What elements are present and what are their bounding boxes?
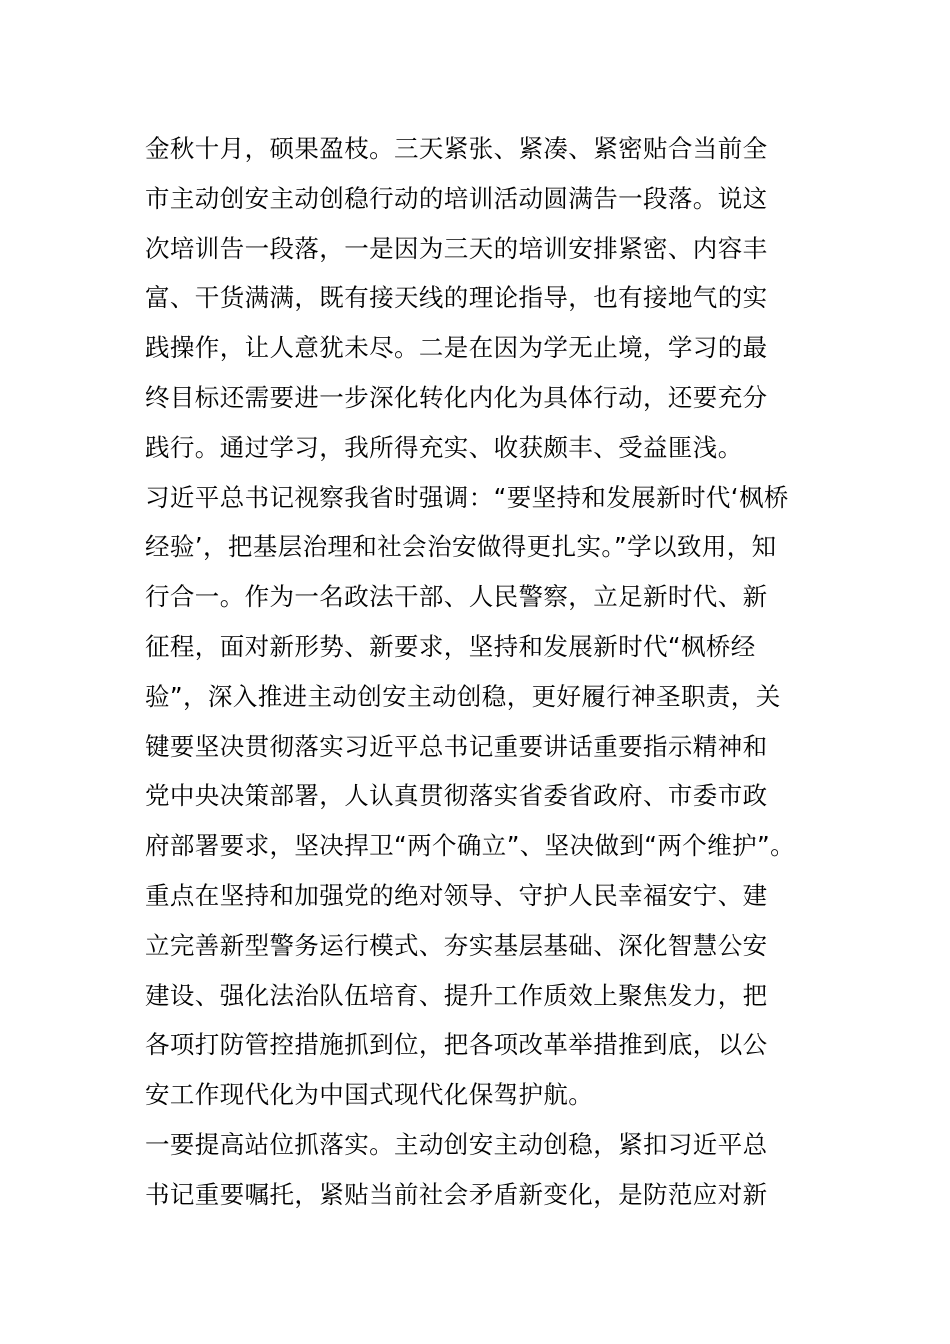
- text-line-21: 一要提高站位抓落实。主动创安主动创稳，紧扣习近平总: [145, 1129, 768, 1159]
- text-line-6: 终目标还需要进一步深化转化内化为具体行动，还要充分: [145, 382, 768, 412]
- text-line-17: 立完善新型警务运行模式、夯实基层基础、深化智慧公安: [145, 930, 768, 960]
- text-line-11: 征程，面对新形势、新要求，坚持和发展新时代“枫桥经: [145, 631, 756, 661]
- text-line-7: 践行。通过学习，我所得充实、收获颇丰、受益匪浅。: [145, 432, 743, 462]
- text-line-4: 富、干货满满，既有接天线的理论指导，也有接地气的实: [145, 283, 768, 313]
- text-line-1: 金秋十月，硕果盈枝。三天紧张、紧凑、紧密贴合当前全: [145, 134, 768, 163]
- text-line-19: 各项打防管控措施抓到位，把各项改革举措推到底，以公: [145, 1030, 768, 1060]
- text-line-22: 书记重要嘱托，紧贴当前社会矛盾新变化，是防范应对新: [145, 1179, 768, 1209]
- text-line-16: 重点在坚持和加强党的绝对领导、守护人民幸福安宁、建: [145, 880, 768, 910]
- text-line-9: 经验’，把基层治理和社会治安做得更扎实。”学以致用，知: [145, 532, 777, 562]
- text-line-5: 践操作，让人意犹未尽。二是在因为学无止境，学习的最: [145, 333, 768, 363]
- text-line-20: 安工作现代化为中国式现代化保驾护航。: [145, 1080, 594, 1110]
- document-body: [145, 124, 810, 1220]
- text-line-10: 行合一。作为一名政法干部、人民警察，立足新时代、新: [145, 582, 768, 612]
- text-line-13: 键要坚决贯彻落实习近平总书记重要讲话重要指示精神和: [145, 731, 768, 761]
- text-line-3: 次培训告一段落，一是因为三天的培训安排紧密、内容丰: [145, 233, 768, 263]
- text-line-12: 验”，深入推进主动创安主动创稳，更好履行神圣职责，关: [145, 681, 781, 711]
- text-line-15: 府部署要求，坚决捍卫“两个确立”、坚决做到“两个维护”。: [145, 831, 795, 861]
- text-line-18: 建设、强化法治队伍培育、提升工作质效上聚焦发力，把: [145, 980, 768, 1010]
- text-line-2: 市主动创安主动创稳行动的培训活动圆满告一段落。说这: [145, 183, 768, 213]
- text-line-8: 习近平总书记视察我省时强调：“要坚持和发展新时代‘枫桥: [145, 482, 789, 512]
- text-line-14: 党中央决策部署，人认真贯彻落实省委省政府、市委市政: [145, 781, 768, 811]
